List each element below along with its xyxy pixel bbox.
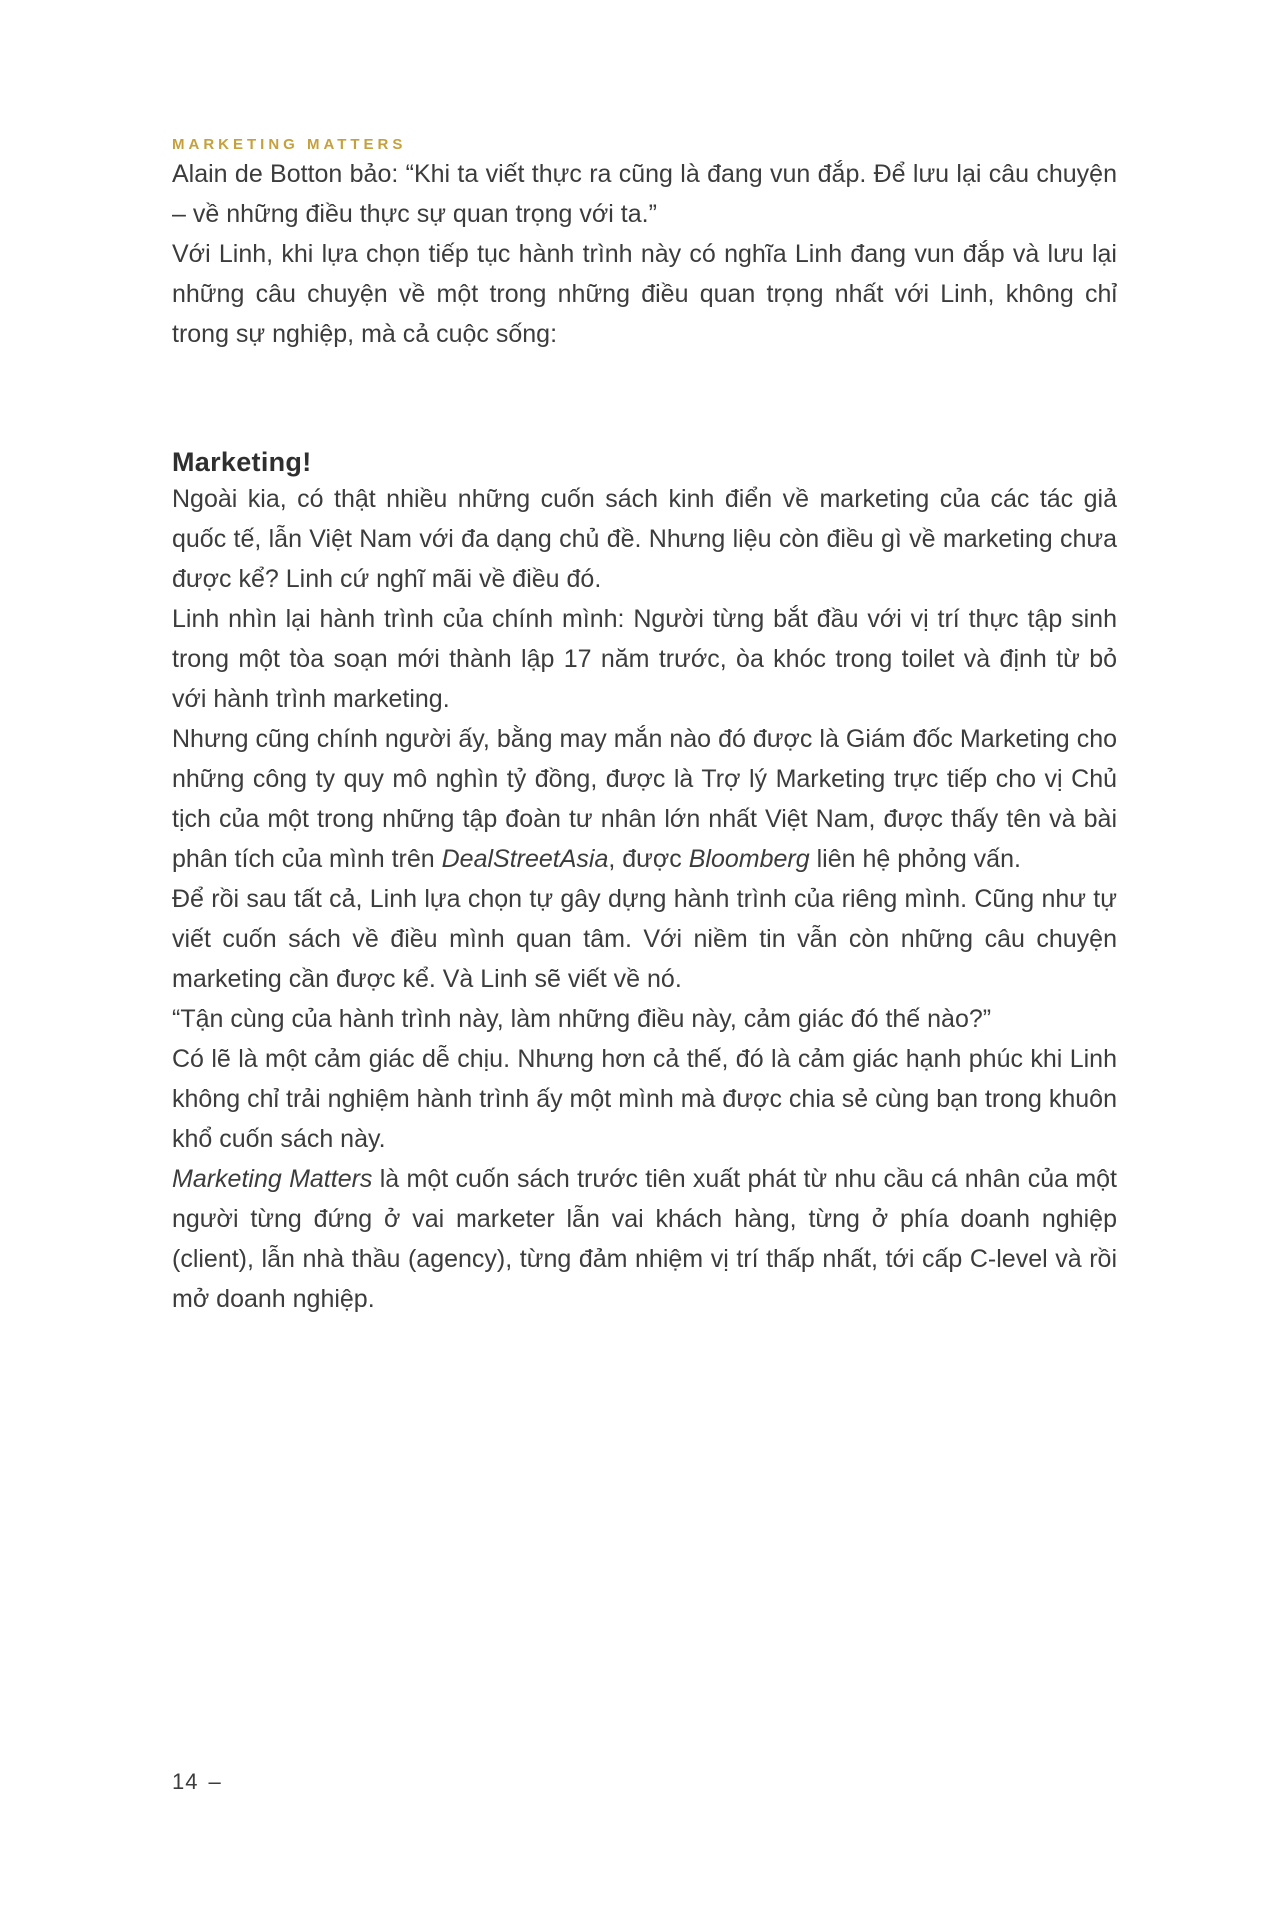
- paragraph-intro-2: Với Linh, khi lựa chọn tiếp tục hành trình này có nghĩa Linh đang vun đắp và lưu lại những câu chuyện về một trong những điều quan trọng nhất với Linh, không chỉ trong sự nghiệp, mà cả cuộc sống:: [172, 240, 1117, 348]
- paragraph-section-2: Linh nhìn lại hành trình của chính mình: Người từng bắt đầu với vị trí thực tập sinh trong một tòa soạn mới thành lập 17 năm trước, òa khóc trong toilet và định từ bỏ với hành trình marketing.: [172, 605, 1117, 713]
- paragraph-section-3: Nhưng cũng chính người ấy, bằng may mắn nào đó được là Giám đốc Marketing cho những công ty quy mô nghìn tỷ đồng, được là Trợ lý Marketing trực tiếp cho vị Chủ tịch của một trong những tập đoàn tư nhân lớn nhất Việt Nam, được thấy tên và bài phân tích của mình trên DealStreetAsia, được Bloomberg liên hệ phỏng vấn.: [172, 725, 1117, 873]
- paragraph-section-1: Ngoài kia, có thật nhiều những cuốn sách kinh điển về marketing của các tác giả quốc tế, lẫn Việt Nam với đa dạng chủ đề. Nhưng liệu còn điều gì về marketing chưa được kể? Linh cứ nghĩ mãi về điều đó.: [172, 485, 1117, 593]
- page-number: [172, 1768, 222, 1796]
- paragraph-section-4: Để rồi sau tất cả, Linh lựa chọn tự gây dựng hành trình của riêng mình. Cũng như tự viết cuốn sách về điều mình quan tâm. Với niềm tin vẫn còn những câu chuyện marketing cần được kể. Và Linh sẽ viết về nó.: [172, 885, 1117, 993]
- running-header: MARKETING MATTERS: [172, 136, 407, 153]
- paragraph-section-5-quote: “Tận cùng của hành trình này, làm những điều này, cảm giác đó thế nào?”: [172, 1005, 992, 1033]
- paragraph-section-7: Marketing Matters là một cuốn sách trước tiên xuất phát từ nhu cầu cá nhân của một người từng đứng ở vai marketer lẫn vai khách hàng, từng ở phía doanh nghiệp (client), lẫn nhà thầu (agency), từng đảm nhiệm vị trí thấp nhất, tới cấp C-level và rồi mở doanh nghiệp.: [172, 1165, 1117, 1313]
- paragraph-section-6: Có lẽ là một cảm giác dễ chịu. Nhưng hơn cả thế, đó là cảm giác hạnh phúc khi Linh không chỉ trải nghiệm hành trình ấy một mình mà được chia sẻ cùng bạn trong khuôn khổ cuốn sách này.: [172, 1045, 1117, 1153]
- paragraph-intro-1: Alain de Botton bảo: “Khi ta viết thực ra cũng là đang vun đắp. Để lưu lại câu chuyện – về những điều thực sự quan trọng với ta.”: [172, 160, 1117, 228]
- page-number-value: 14: [172, 1769, 199, 1794]
- page-number-dash: –: [208, 1769, 222, 1794]
- page-content: [0, 135, 1276, 1319]
- section-heading: Marketing!: [172, 447, 312, 477]
